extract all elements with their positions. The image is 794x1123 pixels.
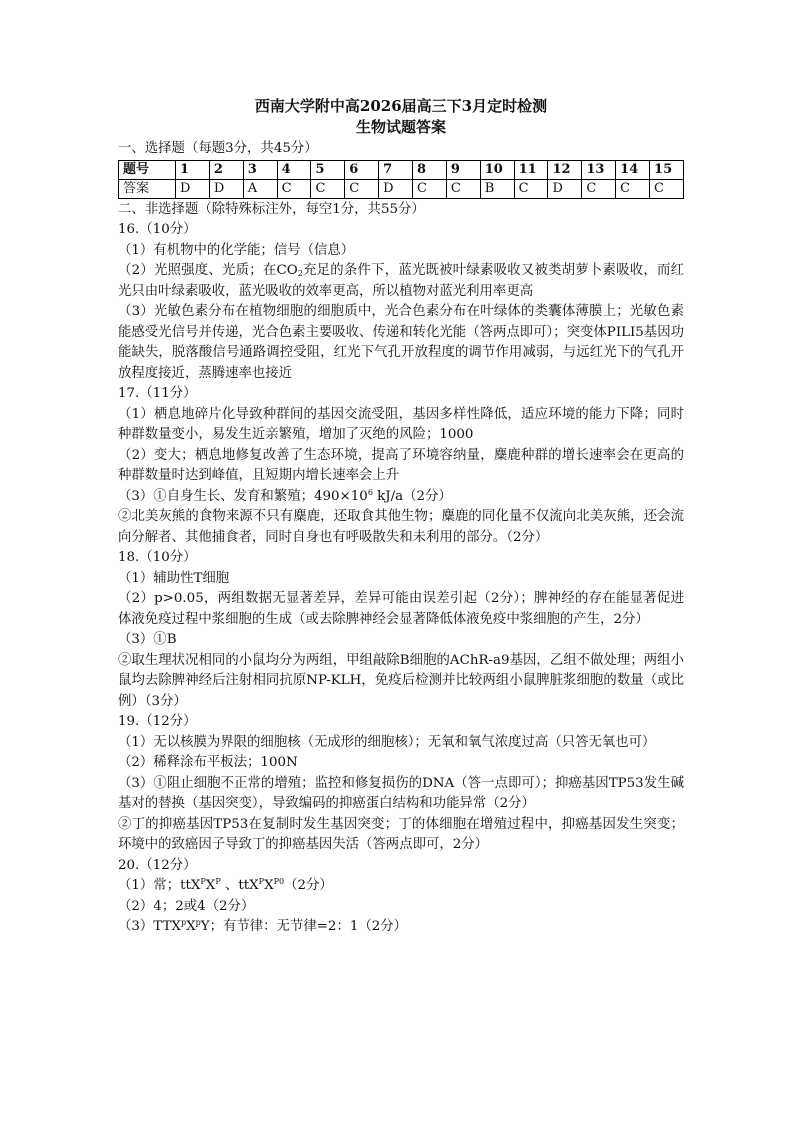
q16-part1: （1）有机物中的化学能；信号（信息）: [118, 242, 355, 258]
answer-cell: C: [446, 179, 480, 198]
q20-p3-c: Y；有节律：无节律=2：1（2分）: [200, 919, 408, 934]
q17-part1: （1）栖息地碎片化导致种群间的基因交流受阻，基因多样性降低，适应环境的能力下降；同时种群数量变小，易发生近亲繁殖，增加了灭绝的风险；1000: [118, 406, 684, 442]
question-number-cell: 5: [311, 160, 345, 179]
q17-part3-text-b: kJ/a（2分）: [372, 488, 452, 504]
q16-title: 16.（10分）: [118, 222, 197, 237]
q20-p3-sup1: p: [180, 918, 187, 927]
q20-part3: [118, 917, 684, 938]
q17-part4: ②北美灰熊的食物来源不只有麋鹿，还取食其他生物；麋鹿的同化量不仅流向北美灰熊，还会流向分解者、其他捕食者，同时自身也有呼吸散失和未利用的部分。（2分）: [118, 509, 684, 545]
answer-sheet: [118, 96, 684, 938]
q20-p1-sup2: P: [215, 877, 221, 886]
q20-p3-sup2: p: [195, 918, 201, 927]
q20-p1-c: 、ttX: [220, 878, 259, 893]
q18-part1: （1）辅助性T细胞: [118, 570, 230, 586]
answer-cell: D: [209, 179, 243, 198]
q19-part4: ②丁的抑癌基因TP53在复制时发生基因突变；丁的体细胞在增殖过程中，抑癌基因发生突变；环境中的致癌因子导致丁的抑癌基因失活（答两点即可，2分）: [118, 816, 684, 852]
question-number-cell: 10: [480, 160, 514, 179]
row-label-number: 题号: [119, 160, 176, 179]
answer-cell: C: [616, 179, 650, 198]
q16-part2-sub: 2: [297, 269, 303, 278]
question-number-cell: 7: [379, 160, 413, 179]
question-number-cell: 9: [446, 160, 480, 179]
question-number-cell: 15: [650, 160, 684, 179]
answer-cell: B: [480, 179, 514, 198]
answer-cell: C: [311, 179, 345, 198]
q20-p1-sup4: P0: [273, 877, 285, 886]
document-title: 西南大学附中高2026届高三下3月定时检测: [254, 97, 548, 115]
question-number-cell: 1: [176, 160, 210, 179]
answer-cell: C: [650, 179, 684, 198]
section2-heading: 二、非选择题（除特殊标注外，每空1分，共55分）: [118, 201, 425, 217]
answer-cell: C: [277, 179, 311, 198]
q16-part2: [118, 261, 684, 302]
document-subtitle: 生物试题答案: [355, 118, 446, 136]
q18-part4: ②取生理状况相同的小鼠均分为两组，甲组敲除B细胞的AChR-a9基因，乙组不做处理；两组小鼠均去除脾神经后注射相同抗原NP-KLH，免疫后检测并比较两组小鼠脾脏浆细胞的数量（或比例）（3分）: [118, 652, 684, 709]
q18-part3: （3）①B: [118, 632, 177, 647]
question-number-cell: 2: [209, 160, 243, 179]
answer-cell: D: [548, 179, 582, 198]
q20-p1-d: X: [264, 878, 274, 893]
q19-title: 19.（12分）: [118, 714, 197, 729]
q20-part1: [118, 876, 684, 897]
q20-p1-sup1: P: [200, 877, 206, 886]
q17-part3-sup: 6: [367, 487, 373, 497]
question-number-cell: 4: [277, 160, 311, 179]
answer-cell: D: [379, 179, 413, 198]
q16-part2-text-a: （2）光照强度、光质；在CO: [118, 263, 298, 278]
q20-p1-a: （1）常；ttX: [118, 878, 201, 893]
table-row-answers: [119, 179, 684, 198]
question-number-cell: 12: [548, 160, 582, 179]
answer-cell: C: [514, 179, 548, 198]
q20-title: 20.（12分）: [118, 857, 197, 873]
question-number-cell: 14: [616, 160, 650, 179]
q17-title: 17.（11分）: [118, 386, 197, 401]
question-number-cell: 8: [413, 160, 447, 179]
q18-part2: （2）p>0.05，两组数据无显著差异，差异可能由误差引起（2分）；脾神经的存在能显著促进体液免疫过程中浆细胞的生成（或去除脾神经会显著降低体液免疫中浆细胞的产生，2分）: [118, 591, 684, 627]
q17-part3-text-a: （3）①自身生长、发育和繁殖；490×10: [118, 488, 368, 504]
question-number-cell: 13: [582, 160, 616, 179]
q20-p3-b: X: [186, 919, 196, 934]
q20-part2: （2）4；2或4（2分）: [118, 898, 255, 914]
q20-p1-b: X: [205, 878, 216, 893]
row-label-answer: 答案: [119, 179, 176, 198]
answer-cell: C: [413, 179, 447, 198]
q18-title: 18.（10分）: [118, 550, 197, 565]
q17-part3: [118, 487, 684, 508]
question-number-cell: 3: [243, 160, 277, 179]
answer-cell: A: [243, 179, 277, 198]
table-row-numbers: [119, 160, 684, 179]
q20-p1-sup3: P: [258, 877, 265, 886]
q20-p1-e: （2分）: [284, 878, 333, 893]
answer-cell: C: [345, 179, 379, 198]
q17-part2: （2）变大；栖息地修复改善了生态环境，提高了环境容纳量，麋鹿种群的增长速率会在更高的种群数量时达到峰值，且短期内增长速率会上升: [118, 447, 684, 483]
answer-table: [118, 160, 684, 199]
answer-cell: C: [582, 179, 616, 198]
q19-part2: （2）稀释涂布平板法；100N: [118, 755, 298, 770]
question-number-cell: 6: [345, 160, 379, 179]
q16-part3: （3）光敏色素分布在植物细胞的细胞质中，光合色素分布在叶绿体的类囊体薄膜上；光敏色素能感受光信号并传递，光合色素主要吸收、传递和转化光能（答两点即可）；突变体PILI5基因功能缺失，脱落酸信号通路调控受阻，红光下气孔开放程度的调节作用减弱，与远红光下的气孔开放程度接近，蒸腾速率也接近: [118, 304, 684, 381]
section1-heading: 一、选择题（每题3分，共45分）: [118, 141, 318, 156]
answer-cell: D: [176, 179, 210, 198]
q19-part1: （1）无以核膜为界限的细胞核（无成形的细胞核）；无氧和氧气浓度过高（只答无氧也可）: [118, 734, 656, 750]
q19-part3: （3）①阻止细胞不正常的增殖；监控和修复损伤的DNA（答一点即可）；抑癌基因TP53发生碱基对的替换（基因突变），导致编码的抑癌蛋白结构和功能异常（2分）: [118, 775, 684, 811]
q20-p3-a: （3）TTX: [118, 919, 181, 934]
q16-part2-text-b: 充足的条件下，蓝光既被叶绿素吸收又被类胡萝卜素吸收，而红光只由叶绿素吸收，蓝光吸收的效率更高，所以植物对蓝光利用率更高: [118, 263, 684, 299]
question-number-cell: 11: [514, 160, 548, 179]
